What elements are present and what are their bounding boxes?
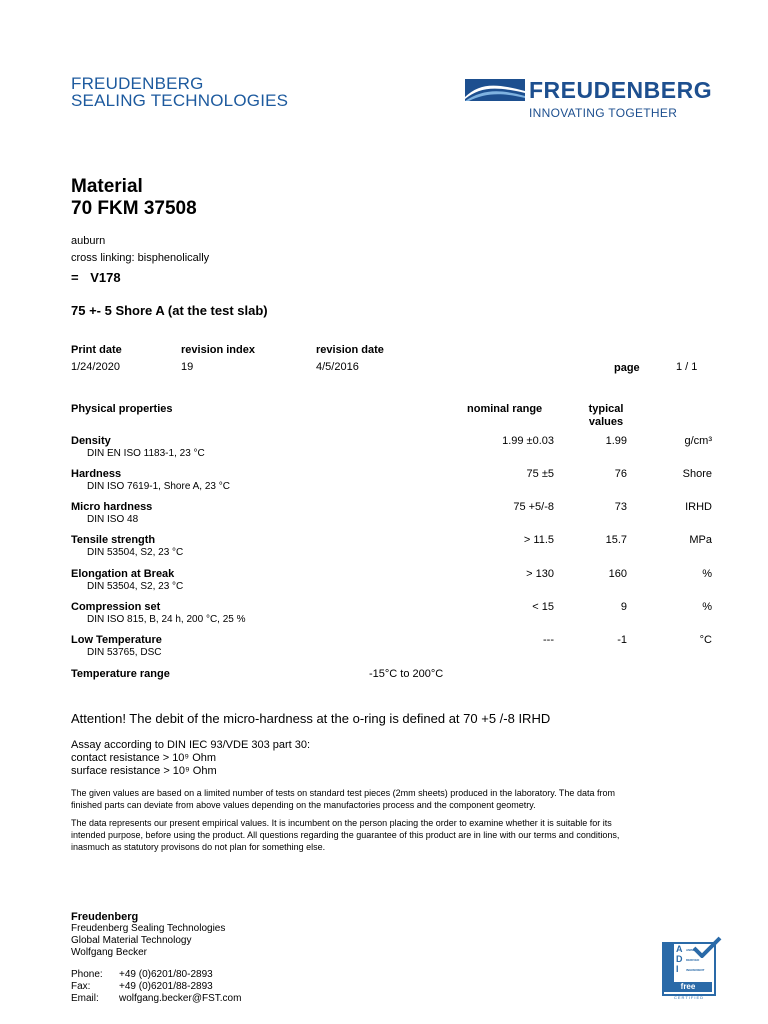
phone-value: +49 (0)6201/80-2893	[119, 969, 213, 980]
property-standard: DIN 53504, S2, 23 °C	[87, 547, 184, 558]
typical-values-header	[566, 403, 646, 429]
property-name: Hardness	[71, 468, 122, 480]
wave-logo-icon	[465, 79, 525, 101]
phone-label: Phone:	[71, 969, 103, 980]
revision-index-value: 19	[181, 361, 194, 373]
assay-contact-resistance: contact resistance > 10⁹ Ohm	[71, 752, 217, 764]
revision-date-value: 4/5/2016	[316, 361, 359, 373]
freudenberg-logo	[465, 77, 725, 122]
email-label: Email:	[71, 993, 99, 1004]
badge-letter-a: A	[676, 944, 683, 954]
property-nominal: > 11.5	[523, 534, 554, 546]
property-unit: MPa	[689, 534, 712, 546]
company-name-line2: SEALING TECHNOLOGIES	[71, 91, 289, 110]
property-typical: 1.99	[605, 435, 627, 447]
nominal-range-header: nominal range	[467, 403, 543, 415]
property-standard: DIN ISO 7619-1, Shore A, 23 °C	[87, 481, 230, 492]
badge-letters	[676, 944, 683, 974]
page-label: page	[614, 362, 640, 374]
property-nominal: 75 +5/-8	[513, 501, 554, 513]
company-name-block	[71, 75, 288, 109]
property-standard: DIN 53765, DSC	[87, 647, 162, 658]
temperature-range-value: -15°C to 200°C	[369, 668, 444, 680]
footer-line1: Freudenberg Sealing Technologies	[71, 923, 226, 934]
badge-word-ingredient: INGREDIENT	[686, 968, 705, 972]
material-title-line1: Material	[71, 176, 143, 197]
disclaimer-test-data	[71, 787, 711, 811]
property-unit: %	[702, 568, 712, 580]
property-name: Low Temperature	[71, 634, 162, 646]
checkmark-icon	[692, 936, 722, 958]
page-value: 1 / 1	[676, 361, 698, 373]
property-name: Tensile strength	[71, 534, 156, 546]
equals-line	[71, 270, 121, 285]
property-unit: %	[702, 601, 712, 613]
property-unit: g/cm³	[684, 435, 712, 447]
property-standard: DIN ISO 48	[87, 514, 139, 525]
badge-word-derived: DERIVED	[686, 958, 700, 962]
company-name-line1: FREUDENBERG	[71, 74, 204, 93]
property-name: Elongation at Break	[71, 568, 175, 580]
disclaimer-test-data-line2: finished parts can deviate from above values depending on the manufactories process and the component geometry.	[71, 800, 536, 810]
temperature-range-label: Temperature range	[71, 668, 170, 680]
badge-certified-label: CERTIFIED	[673, 995, 705, 1000]
property-standard: DIN EN ISO 1183-1, 23 °C	[87, 448, 205, 459]
email-value: wolfgang.becker@FST.com	[119, 993, 242, 1004]
property-name: Compression set	[71, 601, 161, 613]
assay-block	[71, 739, 310, 778]
badge-word-animal: ANIMAL	[686, 948, 698, 952]
badge-letter-d: D	[676, 954, 683, 964]
badge-letter-i: I	[676, 964, 679, 974]
assay-line1: Assay according to DIN IEC 93/VDE 303 part 30:	[71, 739, 311, 751]
footer-phone-row	[71, 969, 241, 981]
print-date-value: 1/24/2020	[71, 361, 120, 373]
property-typical: 15.7	[605, 534, 627, 546]
property-typical: 73	[614, 501, 627, 513]
equals-sign: =	[71, 270, 79, 285]
typical-header-line2: values	[588, 416, 624, 428]
physical-properties-header: Physical properties	[71, 403, 173, 415]
footer-line2: Global Material Technology	[71, 935, 192, 946]
fax-value: +49 (0)6201/88-2893	[119, 981, 213, 992]
adi-free-badge	[660, 936, 724, 1004]
equals-code: V178	[90, 270, 121, 285]
cross-linking: cross linking: bisphenolically	[71, 252, 210, 264]
property-nominal: ---	[543, 634, 554, 646]
fax-label: Fax:	[71, 981, 91, 992]
property-name: Micro hardness	[71, 501, 153, 513]
attention-note: Attention! The debit of the micro-hardness at the o-ring is defined at 70 +5 /-8 IRHD	[71, 711, 551, 726]
footer-company: Freudenberg	[71, 911, 139, 923]
badge-free-label: free	[664, 982, 712, 992]
property-typical: 76	[614, 468, 627, 480]
print-date-label: Print date	[71, 344, 122, 356]
property-unit: °C	[699, 634, 712, 646]
property-standard: DIN ISO 815, B, 24 h, 200 °C, 25 %	[87, 614, 246, 625]
hardness-spec: 75 +- 5 Shore A (at the test slab)	[71, 303, 268, 318]
property-nominal: 1.99 ±0.03	[502, 435, 554, 447]
property-nominal: > 130	[526, 568, 554, 580]
disclaimer-empirical-line3: inasmuch as statutory provisons do not plan for something else.	[71, 842, 326, 852]
material-title	[71, 176, 197, 220]
material-color: auburn	[71, 235, 106, 247]
property-name: Density	[71, 435, 111, 447]
property-nominal: 75 ±5	[526, 468, 554, 480]
disclaimer-empirical-values	[71, 817, 711, 853]
disclaimer-empirical-line2: intended purpose, before using the product. All questions regarding the guarantee of this product are in line with our terms and conditions,	[71, 830, 620, 840]
disclaimer-empirical-line1: The data represents our present empirical values. It is incumbent on the person placing the order to examine whether it is suitable for its	[71, 818, 612, 828]
property-unit: Shore	[682, 468, 712, 480]
property-unit: IRHD	[685, 501, 712, 513]
property-nominal: < 15	[532, 601, 554, 613]
footer-fax-row	[71, 981, 241, 993]
material-code: 70 FKM 37508	[71, 198, 197, 219]
footer-email-row	[71, 993, 241, 1005]
revision-index-label: revision index	[181, 344, 255, 356]
logo-wordmark: FREUDENBERG	[529, 77, 713, 103]
property-typical: 9	[620, 601, 627, 613]
revision-date-label: revision date	[316, 344, 384, 356]
footer-line3: Wolfgang Becker	[71, 947, 147, 958]
property-standard: DIN 53504, S2, 23 °C	[87, 581, 184, 592]
typical-header-line1: typical	[588, 403, 624, 415]
disclaimer-test-data-line1: The given values are based on a limited number of tests on standard test pieces (2mm sheets) produced in the laboratory. The data from	[71, 788, 615, 798]
logo-tagline: INNOVATING TOGETHER	[529, 106, 678, 120]
property-typical: -1	[617, 634, 627, 646]
footer-contact	[71, 911, 241, 1005]
property-typical: 160	[608, 568, 627, 580]
assay-surface-resistance: surface resistance > 10⁹ Ohm	[71, 765, 217, 777]
